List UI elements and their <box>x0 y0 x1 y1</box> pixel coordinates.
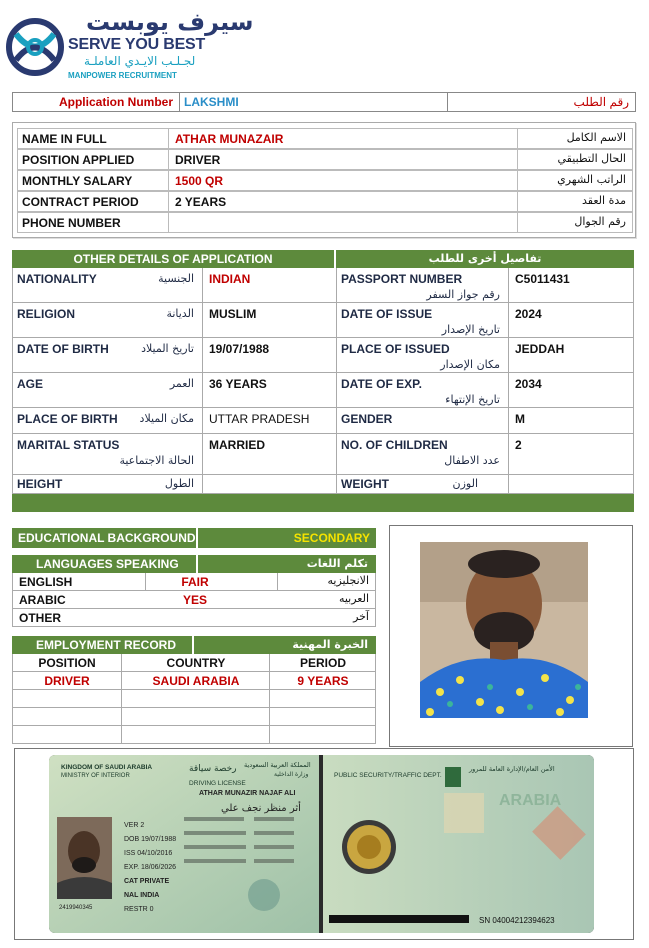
language-name: ARABIC <box>19 593 66 607</box>
driving-license-frame <box>14 748 634 940</box>
detail-label-ar: الحالة الاجتماعية <box>119 454 194 467</box>
personal-row-salary <box>17 170 633 191</box>
details-row <box>12 373 634 408</box>
language-row <box>12 591 376 609</box>
detail-label: MARITAL STATUS <box>17 438 120 452</box>
detail-label: NATIONALITY <box>17 272 97 286</box>
field-value: 2 YEARS <box>169 191 517 211</box>
detail-label: HEIGHT <box>17 477 63 491</box>
field-value: 1500 QR <box>169 170 517 190</box>
detail-label: PLACE OF BIRTH <box>17 412 118 426</box>
detail-value: 2034 <box>515 377 542 391</box>
field-label: CONTRACT PERIOD <box>17 191 169 211</box>
detail-label-ar: الطول <box>164 477 194 490</box>
applicant-photo <box>420 542 588 718</box>
language-level: YES <box>182 593 207 607</box>
application-number-label-ar: رقم الطلب <box>573 95 629 109</box>
license-ministry-ar: وزارة الداخلية <box>274 771 309 778</box>
detail-label: AGE <box>17 377 44 391</box>
employment-header <box>12 636 376 654</box>
employment-row <box>12 672 376 690</box>
language-row <box>12 609 376 627</box>
employment-columns <box>12 654 376 672</box>
details-row <box>12 408 634 434</box>
logo-english: SERVE YOU BEST <box>68 36 206 53</box>
license-restriction: RESTR 0 <box>124 906 154 913</box>
logo-tagline: MANPOWER RECRUITMENT <box>68 71 177 80</box>
license-category: CAT PRIVATE <box>124 878 170 885</box>
other-details-section <box>12 250 634 512</box>
language-name-ar: الانجليزيه <box>327 574 369 587</box>
detail-label-ar: مكان الميلاد <box>139 412 194 425</box>
detail-label-ar: مكان الإصدار <box>440 358 500 371</box>
detail-value: INDIAN <box>209 272 251 286</box>
field-label-ar: رقم الجوال <box>517 212 633 232</box>
license-back-dept-ar: الأمن العام/الإدارة العامة للمرور <box>469 765 555 773</box>
other-details-header <box>12 250 634 268</box>
languages-title-ar: تكلم اللغات <box>306 557 368 570</box>
application-number-value: LAKSHMI <box>180 93 448 111</box>
detail-value: 36 YEARS <box>209 377 267 391</box>
license-expiry: EXP. 18/06/2026 <box>124 864 177 871</box>
education-value: SECONDARY <box>293 531 370 545</box>
employment-title: EMPLOYMENT RECORD <box>36 638 177 652</box>
other-details-grid <box>12 268 634 494</box>
language-row <box>12 573 376 591</box>
detail-label-ar: تاريخ الميلاد <box>141 342 194 355</box>
company-logo-icon <box>6 14 64 80</box>
detail-value: 2024 <box>515 307 542 321</box>
details-row <box>12 268 634 303</box>
driving-license-image <box>49 755 594 933</box>
license-nationality: NAL INDIA <box>124 892 160 899</box>
detail-label: WEIGHT <box>341 477 389 491</box>
details-row <box>12 303 634 338</box>
license-title-en: DRIVING LICENSE <box>189 780 246 787</box>
detail-label-ar: تاريخ الإصدار <box>441 323 500 336</box>
detail-label: PASSPORT NUMBER <box>341 272 463 286</box>
applicant-photo-frame <box>389 525 633 747</box>
detail-label: DATE OF ISSUE <box>341 307 433 321</box>
field-label: PHONE NUMBER <box>17 212 169 232</box>
detail-label: GENDER <box>341 412 393 426</box>
language-name: OTHER <box>19 611 61 625</box>
detail-label-ar: الوزن <box>452 477 478 490</box>
personal-row-position <box>17 149 633 170</box>
field-label: NAME IN FULL <box>17 128 169 148</box>
license-kingdom: KINGDOM OF SAUDI ARABIA <box>61 764 153 771</box>
field-value: ATHAR MUNAZAIR <box>169 128 517 148</box>
employment-position: DRIVER <box>44 674 90 688</box>
field-label-ar: مدة العقد <box>517 191 633 211</box>
license-holder: ATHAR MUNAZIR NAJAF ALI <box>199 790 296 797</box>
license-id-number: 2419940345 <box>59 905 93 911</box>
languages-header <box>12 555 376 573</box>
field-value <box>169 212 517 232</box>
personal-row-phone <box>17 212 633 233</box>
personal-row-name <box>17 128 633 149</box>
logo-arabic-sub: لجـلـب الايـدي العاملـة <box>84 54 196 68</box>
application-number-row <box>12 92 636 112</box>
license-kingdom-ar: المملكة العربية السعودية <box>244 761 311 769</box>
column-header-position: POSITION <box>38 656 96 670</box>
language-name-ar: آخر <box>353 610 369 623</box>
language-name: ENGLISH <box>19 575 73 589</box>
field-label: POSITION APPLIED <box>17 149 169 169</box>
languages-title: LANGUAGES SPEAKING <box>36 557 179 571</box>
other-details-title: OTHER DETAILS OF APPLICATION <box>73 252 273 266</box>
languages-table <box>12 555 376 627</box>
license-dob: DOB 19/07/1988 <box>124 836 177 843</box>
detail-label-ar: الجنسية <box>158 272 194 285</box>
detail-label: DATE OF EXP. <box>341 377 422 391</box>
field-label-ar: الراتب الشهري <box>517 170 633 190</box>
employment-row <box>12 726 376 744</box>
detail-label: PLACE OF ISSUED <box>341 342 450 356</box>
license-holder-ar: أثر منظر نجف علي <box>221 803 301 814</box>
detail-value: JEDDAH <box>515 342 565 356</box>
employment-row <box>12 690 376 708</box>
license-serial: SN 04004212394623 <box>479 916 555 925</box>
detail-value: C5011431 <box>515 272 570 286</box>
field-label-ar: الاسم الكامل <box>517 128 633 148</box>
detail-label-ar: العمر <box>169 377 194 390</box>
employment-title-ar: الخبرة المهنية <box>292 638 368 651</box>
other-details-footer-bar <box>12 494 634 512</box>
detail-label: DATE OF BIRTH <box>17 342 109 356</box>
details-row <box>12 338 634 373</box>
detail-label-ar: عدد الاطفال <box>444 454 500 467</box>
field-label: MONTHLY SALARY <box>17 170 169 190</box>
detail-value: 19/07/1988 <box>209 342 270 356</box>
detail-label: NO. OF CHILDREN <box>341 438 448 452</box>
detail-value: M <box>515 412 525 426</box>
detail-value: MARRIED <box>209 438 265 452</box>
license-title-ar: رخصة سياقة <box>189 764 237 774</box>
detail-value: UTTAR PRADESH <box>209 412 310 426</box>
language-level: FAIR <box>181 575 209 589</box>
employment-row <box>12 708 376 726</box>
detail-value: 2 <box>515 438 522 452</box>
details-row <box>12 475 634 494</box>
employment-country: SAUDI ARABIA <box>152 674 240 688</box>
license-issue: ISS 04/10/2016 <box>124 850 173 857</box>
detail-label-ar: الديانة <box>166 307 194 320</box>
column-header-country: COUNTRY <box>166 656 226 670</box>
license-ministry: MINISTRY OF INTERIOR <box>61 773 130 779</box>
detail-label: RELIGION <box>17 307 76 321</box>
detail-label-ar: رقم جواز السفر <box>426 288 500 301</box>
detail-label-ar: تاريخ الإنتهاء <box>445 393 500 406</box>
employment-table <box>12 636 376 744</box>
other-details-title-ar: تفاصيل أخرى للطلب <box>428 252 542 265</box>
application-number-label: Application Number <box>13 93 180 111</box>
field-label-ar: الحال التطبيقي <box>517 149 633 169</box>
license-ver: VER 2 <box>124 822 145 829</box>
company-header <box>6 8 306 86</box>
field-value: DRIVER <box>169 149 517 169</box>
logo-arabic: سيرف يوبست <box>86 8 254 36</box>
personal-row-contract <box>17 191 633 212</box>
license-back-arabia: ARABIA <box>499 792 562 809</box>
education-label: EDUCATIONAL BACKGROUND <box>18 531 196 545</box>
column-header-period: PERIOD <box>299 656 346 670</box>
details-row <box>12 434 634 475</box>
language-name-ar: العربيه <box>338 592 369 605</box>
education-row <box>12 528 376 548</box>
detail-value: MUSLIM <box>209 307 257 321</box>
personal-info-block <box>12 122 636 238</box>
license-back-dept: PUBLIC SECURITY/TRAFFIC DEPT. <box>334 772 442 779</box>
employment-period: 9 YEARS <box>297 674 349 688</box>
